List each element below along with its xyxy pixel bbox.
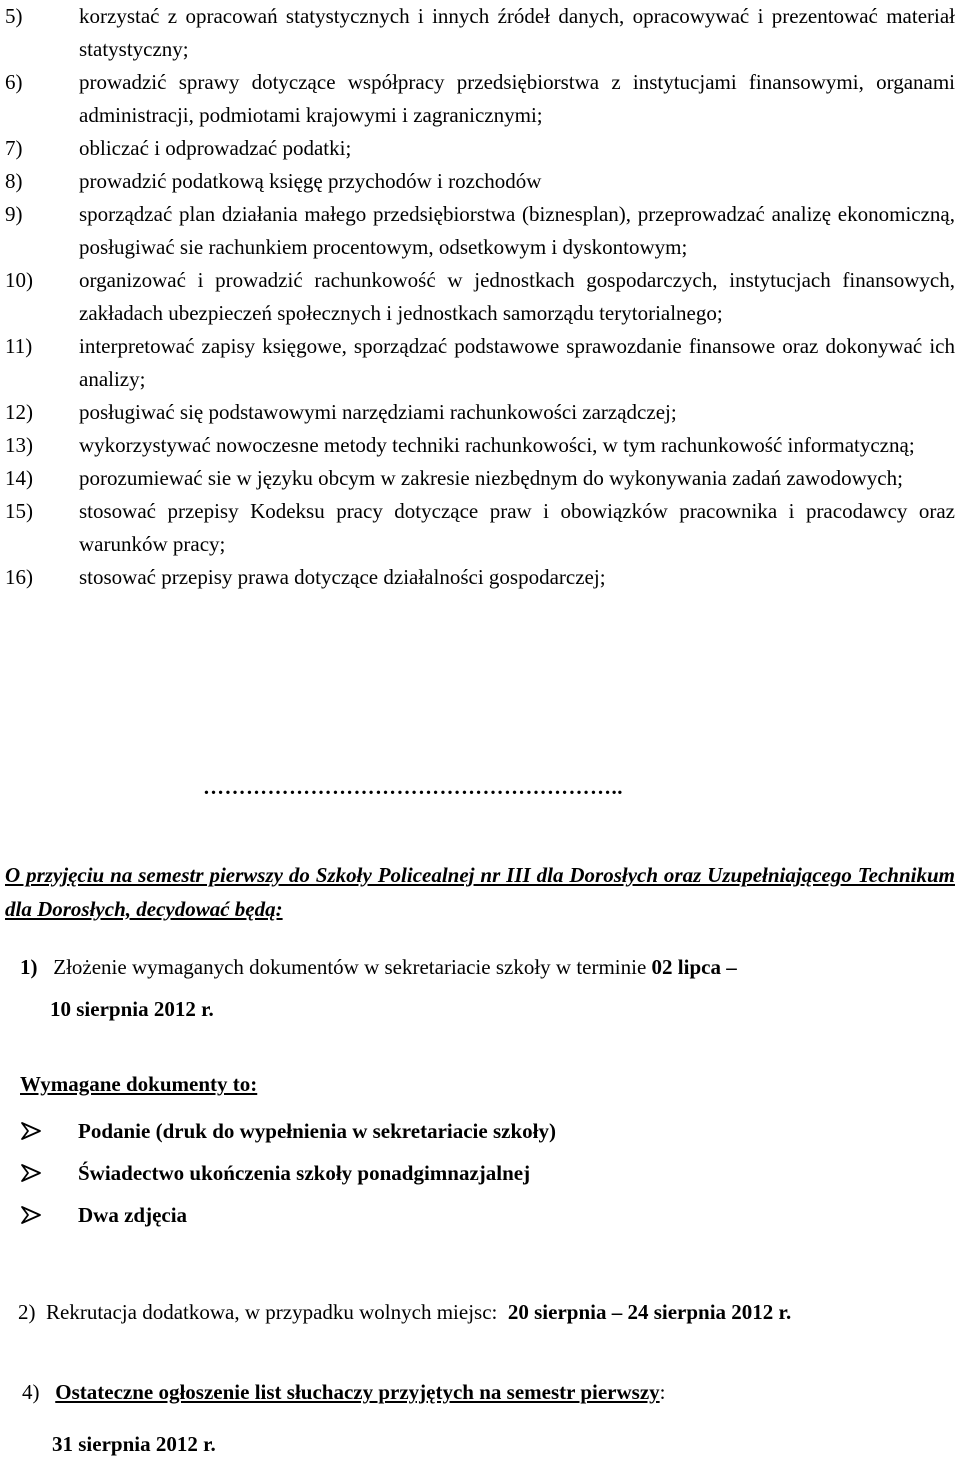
section-4-date: 31 sierpnia 2012 r. — [52, 1432, 216, 1456]
list-item-text: korzystać z opracowań statystycznych i innych źródeł danych, opracowywać i prezentować materiał statystyczny; — [79, 4, 955, 61]
document-item-text: Podanie (druk do wypełnienia w sekretariacie szkoły) — [78, 1118, 556, 1143]
admission-heading: O przyjęciu na semestr pierwszy do Szkoły Policealnej nr III dla Dorosłych oraz Uzupełniającego Technikum dla Dorosłych, decydować będą: — [5, 863, 955, 921]
section-2-number: 2) — [18, 1300, 36, 1324]
arrow-bullet-icon — [20, 1163, 78, 1183]
list-item-text: obliczać i odprowadzać podatki; — [79, 136, 352, 160]
skills-list — [5, 0, 955, 594]
list-item — [20, 1152, 556, 1194]
section-4: 4) Ostateczne ogłoszenie list słuchaczy przyjętych na semestr pierwszy: — [22, 1380, 666, 1404]
list-item-text: prowadzić podatkową księgę przychodów i rozchodów — [79, 169, 542, 193]
list-item: 13) wykorzystywać nowoczesne metody techniki rachunkowości, w tym rachunkowość informatyczną; — [5, 429, 955, 462]
list-item-text: posługiwać się podstawowymi narzędziami rachunkowości zarządczej; — [79, 400, 677, 424]
document-item-text: Dwa zdjęcia — [78, 1202, 188, 1227]
list-item: 9) sporządzać plan działania małego przedsiębiorstwa (biznesplan), przeprowadzać analizę ekonomiczną, posługiwać sie rachunkiem procentowym, odsetkowym i dyskontowym; — [5, 198, 955, 264]
list-item-text: stosować przepisy prawa dotyczące działalności gospodarczej; — [79, 565, 606, 589]
list-item-text: prowadzić sprawy dotyczące współpracy przedsiębiorstwa z instytucjami finansowymi, organami administracji, podmiotami krajowymi i zagranicznymi; — [79, 70, 955, 127]
section-2 — [18, 1300, 791, 1325]
list-item: 12) posługiwać się podstawowymi narzędziami rachunkowości zarządczej; — [5, 396, 955, 429]
arrow-bullet-icon — [20, 1121, 78, 1141]
separator-dots: ………………………………………………….. — [203, 775, 623, 799]
list-item: 7) obliczać i odprowadzać podatki; — [5, 132, 955, 165]
list-item: 11) interpretować zapisy księgowe, sporządzać podstawowe sprawozdanie finansowe oraz dokonywać ich analizy; — [5, 330, 955, 396]
section-2-dates: 20 sierpnia – 24 sierpnia 2012 r. — [507, 1300, 792, 1324]
list-item-text: organizować i prowadzić rachunkowość w jednostkach gospodarczych, instytucjach finansowych, zakładach ubezpieczeń społecznych i jednostkach samorządu terytorialnego; — [79, 268, 955, 325]
list-item-text: stosować przepisy Kodeksu pracy dotyczące praw i obowiązków pracownika i pracodawcy oraz warunków pracy; — [79, 499, 955, 556]
list-item: 15) stosować przepisy Kodeksu pracy dotyczące praw i obowiązków pracownika i pracodawcy oraz warunków pracy; — [5, 495, 955, 561]
required-documents-list — [20, 1110, 556, 1236]
document-item-text: Świadectwo ukończenia szkoły ponadgimnazjalnej — [78, 1160, 531, 1185]
list-item-text: porozumiewać sie w języku obcym w zakresie niezbędnym do wykonywania zadań zawodowych; — [79, 466, 903, 490]
required-documents-title: Wymagane dokumenty to: — [20, 1072, 258, 1096]
list-item: 8) prowadzić podatkową księgę przychodów i rozchodów — [5, 165, 955, 198]
section-1 — [20, 946, 940, 1030]
list-item-text: sporządzać plan działania małego przedsiębiorstwa (biznesplan), przeprowadzać analizę ekonomiczną, posługiwać sie rachunkiem procentowym, odsetkowym i dyskontowym; — [79, 202, 955, 259]
arrow-bullet-icon — [20, 1205, 78, 1225]
list-item: 16) stosować przepisy prawa dotyczące działalności gospodarczej; — [5, 561, 955, 594]
section-1-number: 1) — [20, 955, 38, 979]
list-item-text: interpretować zapisy księgowe, sporządzać podstawowe sprawozdanie finansowe oraz dokonywać ich analizy; — [79, 334, 955, 391]
list-item-text: wykorzystywać nowoczesne metody techniki rachunkowości, w tym rachunkowość informatyczną; — [79, 433, 915, 457]
list-item: 10) organizować i prowadzić rachunkowość w jednostkach gospodarczych, instytucjach finansowych, zakładach ubezpieczeń społecznych i jednostkach samorządu terytorialnego; — [5, 264, 955, 330]
section-2-text: Rekrutacja dodatkowa, w przypadku wolnych miejsc: — [46, 1300, 498, 1324]
list-item — [20, 1110, 556, 1152]
list-item: 5) korzystać z opracowań statystycznych i innych źródeł danych, opracowywać i prezentować materiał statystyczny; — [5, 0, 955, 66]
section-4-number: 4) — [22, 1380, 40, 1404]
section-1-date-end: 10 sierpnia 2012 r. — [50, 997, 214, 1021]
section-4-text: Ostateczne ogłoszenie list słuchaczy przyjętych na semestr pierwszy — [55, 1380, 660, 1404]
section-1-date-start: 02 lipca – — [651, 955, 737, 979]
list-item: 6) prowadzić sprawy dotyczące współpracy przedsiębiorstwa z instytucjami finansowymi, organami administracji, podmiotami krajowymi i zagranicznymi; — [5, 66, 955, 132]
section-1-text: Złożenie wymaganych dokumentów w sekretariacie szkoły w terminie — [53, 955, 647, 979]
list-item: 14) porozumiewać sie w języku obcym w zakresie niezbędnym do wykonywania zadań zawodowych; — [5, 462, 955, 495]
list-item — [20, 1194, 556, 1236]
